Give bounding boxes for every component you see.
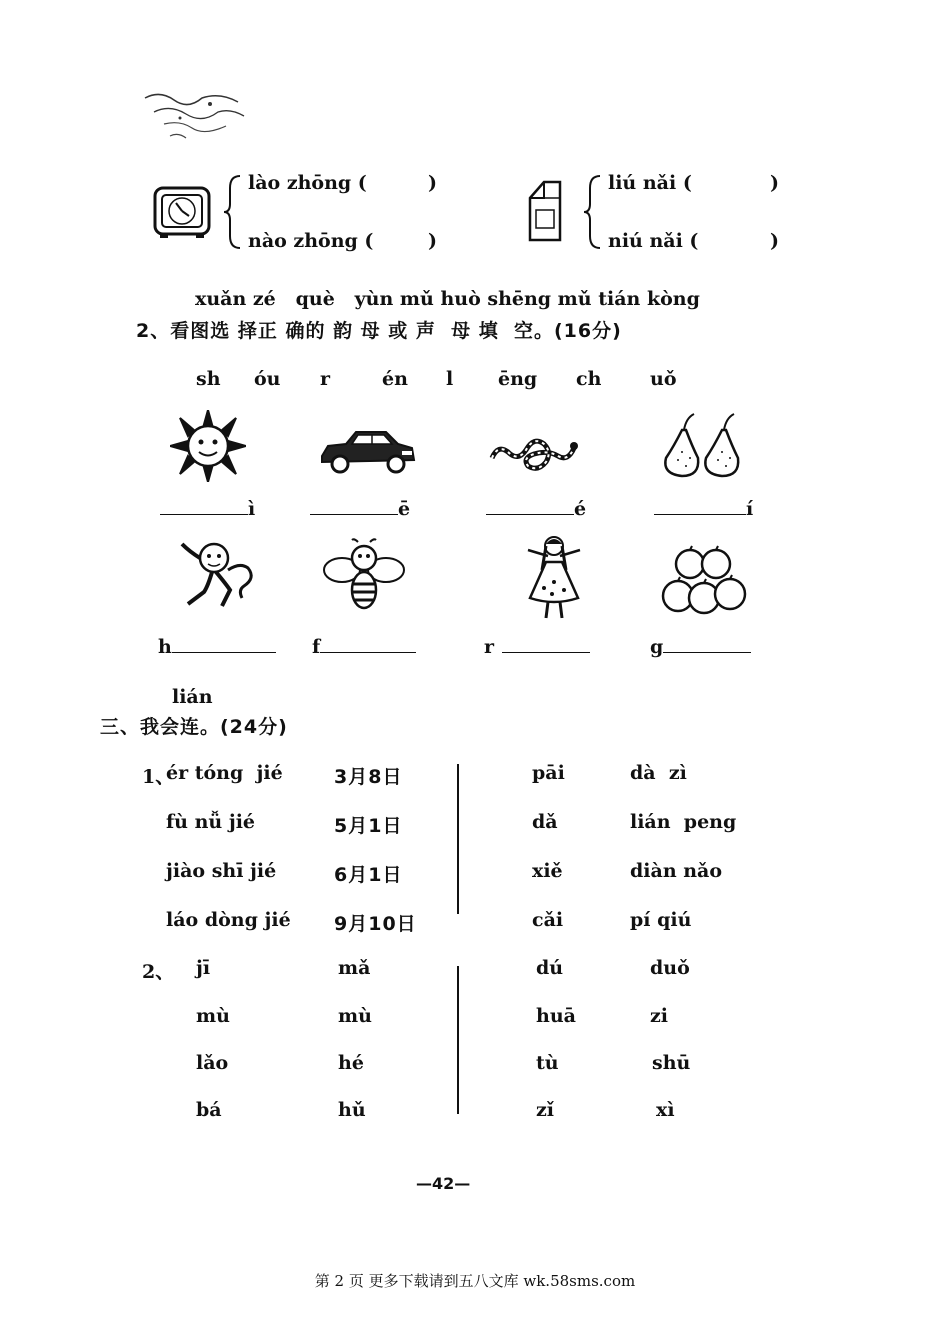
milk-carton-icon [524,176,566,246]
brace-left-icon [224,172,244,252]
q3-1-left-item[interactable]: ér tóng jié [166,762,283,784]
q1-left-option-2: nào zhōng ( [248,230,374,252]
q2-pinyin-annotation: xuǎn zé què yùn mǔ huò shēng mǔ tián kòng [195,288,700,310]
q3-2-number: 2、 [142,961,175,983]
q1-right-option-2: niú nǎi ( [608,230,699,252]
q1-right-answer-close-2: ) [770,230,779,252]
q3-2-col1-item[interactable]: mù [196,1005,230,1027]
section3-pinyin: lián [172,686,213,708]
q2-row2-blank-1[interactable] [158,634,276,658]
q3-2-col4-item[interactable]: shū [652,1052,691,1074]
page-number: —42— [416,1174,471,1193]
q3-2-col4-item[interactable]: xì [656,1099,675,1121]
q2-row1-suffix: ē [398,498,411,520]
q2-row1-suffix: ì [248,498,256,520]
q3-1-right-b-item[interactable]: lián peng [630,811,737,833]
q3-2-col1-item[interactable]: jī [196,957,211,979]
q3-1-left-item[interactable]: fù nǚ jié [166,811,256,833]
q2-row1-suffix: é [574,498,587,520]
q3-1-right-b-item[interactable]: pí qiú [630,909,692,931]
q3-2-col2-item[interactable]: mù [338,1005,372,1027]
q1-left-option-1: lào zhōng ( [248,172,367,194]
q3-2-col4-item[interactable]: zi [650,1005,669,1027]
oranges-icon [660,544,748,620]
q3-2-col3-item[interactable]: dú [536,957,564,979]
q3-2-col2-item[interactable]: hé [338,1052,364,1074]
q2-option: óu [254,368,281,390]
q2-title: 2、看图选 择正 确的 韵 母 或 声 母 填 空。(16分) [136,320,622,342]
q2-row2-prefix: h [158,636,172,658]
q3-1-left-item[interactable]: jiào shī jié [166,860,277,882]
q2-option: uǒ [650,368,677,390]
q2-row2-prefix: r [484,636,495,658]
q3-1-right-a-item[interactable]: pāi [532,762,565,784]
q2-option: én [382,368,408,390]
divider-line [457,966,459,1114]
q3-1-date[interactable]: 9月10日 [334,913,417,935]
q2-row1-suffix: í [746,498,754,520]
brace-right-group-icon [584,172,604,252]
q2-option: sh [196,368,221,390]
q1-left-answer-close-1: ) [428,172,437,194]
q2-option: ch [576,368,602,390]
q3-1-right-b-item[interactable]: dà zì [630,762,687,784]
q3-1-date[interactable]: 5月1日 [334,815,403,837]
q3-2-col3-item[interactable]: huā [536,1005,576,1027]
q2-row2-blank-3[interactable] [484,634,590,658]
q2-row2-blank-4[interactable] [650,634,751,658]
q3-2-col1-item[interactable]: lǎo [196,1052,229,1074]
q3-2-col1-item[interactable]: bá [196,1099,222,1121]
section3-title: 三、我会连。(24分) [100,716,288,738]
q2-row2-prefix: g [650,636,664,658]
girl-dancer-icon [524,532,584,622]
q3-1-left-item[interactable]: láo dòng jié [166,909,291,931]
q2-row2-blank-2[interactable] [312,634,416,658]
q2-row1-blank-2[interactable] [310,496,410,520]
q2-row1-blank-3[interactable] [486,496,586,520]
q3-1-date[interactable]: 6月1日 [334,864,403,886]
snake-icon [488,428,580,476]
q3-1-right-b-item[interactable]: diàn nǎo [630,860,723,882]
q3-1-right-a-item[interactable]: cǎi [532,909,564,931]
q3-2-col3-item[interactable]: tù [536,1052,559,1074]
divider-line [457,764,459,914]
q1-right-answer-close-1: ) [770,172,779,194]
q3-2-col2-item[interactable]: hǔ [338,1099,366,1121]
q1-left-answer-close-2: ) [428,230,437,252]
car-icon [318,424,416,476]
alarm-clock-icon [152,182,212,240]
footer-text: 第 2 页 更多下载请到五八文库 wk.58sms.com [314,1272,636,1290]
q2-option: r [320,368,331,390]
q2-row1-blank-4[interactable] [654,496,753,520]
decorative-bird-sketch [140,86,250,142]
q3-1-right-a-item[interactable]: xiě [532,860,563,882]
q3-1-date[interactable]: 3月8日 [334,766,403,788]
monkey-icon [174,538,260,610]
q2-option: l [446,368,454,390]
q3-2-col3-item[interactable]: zǐ [536,1099,555,1121]
sun-icon [170,410,246,482]
q3-1-number: 1、 [142,766,175,788]
q3-2-col2-item[interactable]: mǎ [338,957,371,979]
q3-1-right-a-item[interactable]: dǎ [532,811,558,833]
bee-icon [322,538,406,614]
q1-right-option-1: liú nǎi ( [608,172,692,194]
q2-row2-prefix: f [312,636,321,658]
q2-row1-blank-1[interactable] [160,496,255,520]
pears-icon [660,410,746,478]
q3-2-col4-item[interactable]: duǒ [650,957,690,979]
q2-option: ēng [498,368,538,390]
